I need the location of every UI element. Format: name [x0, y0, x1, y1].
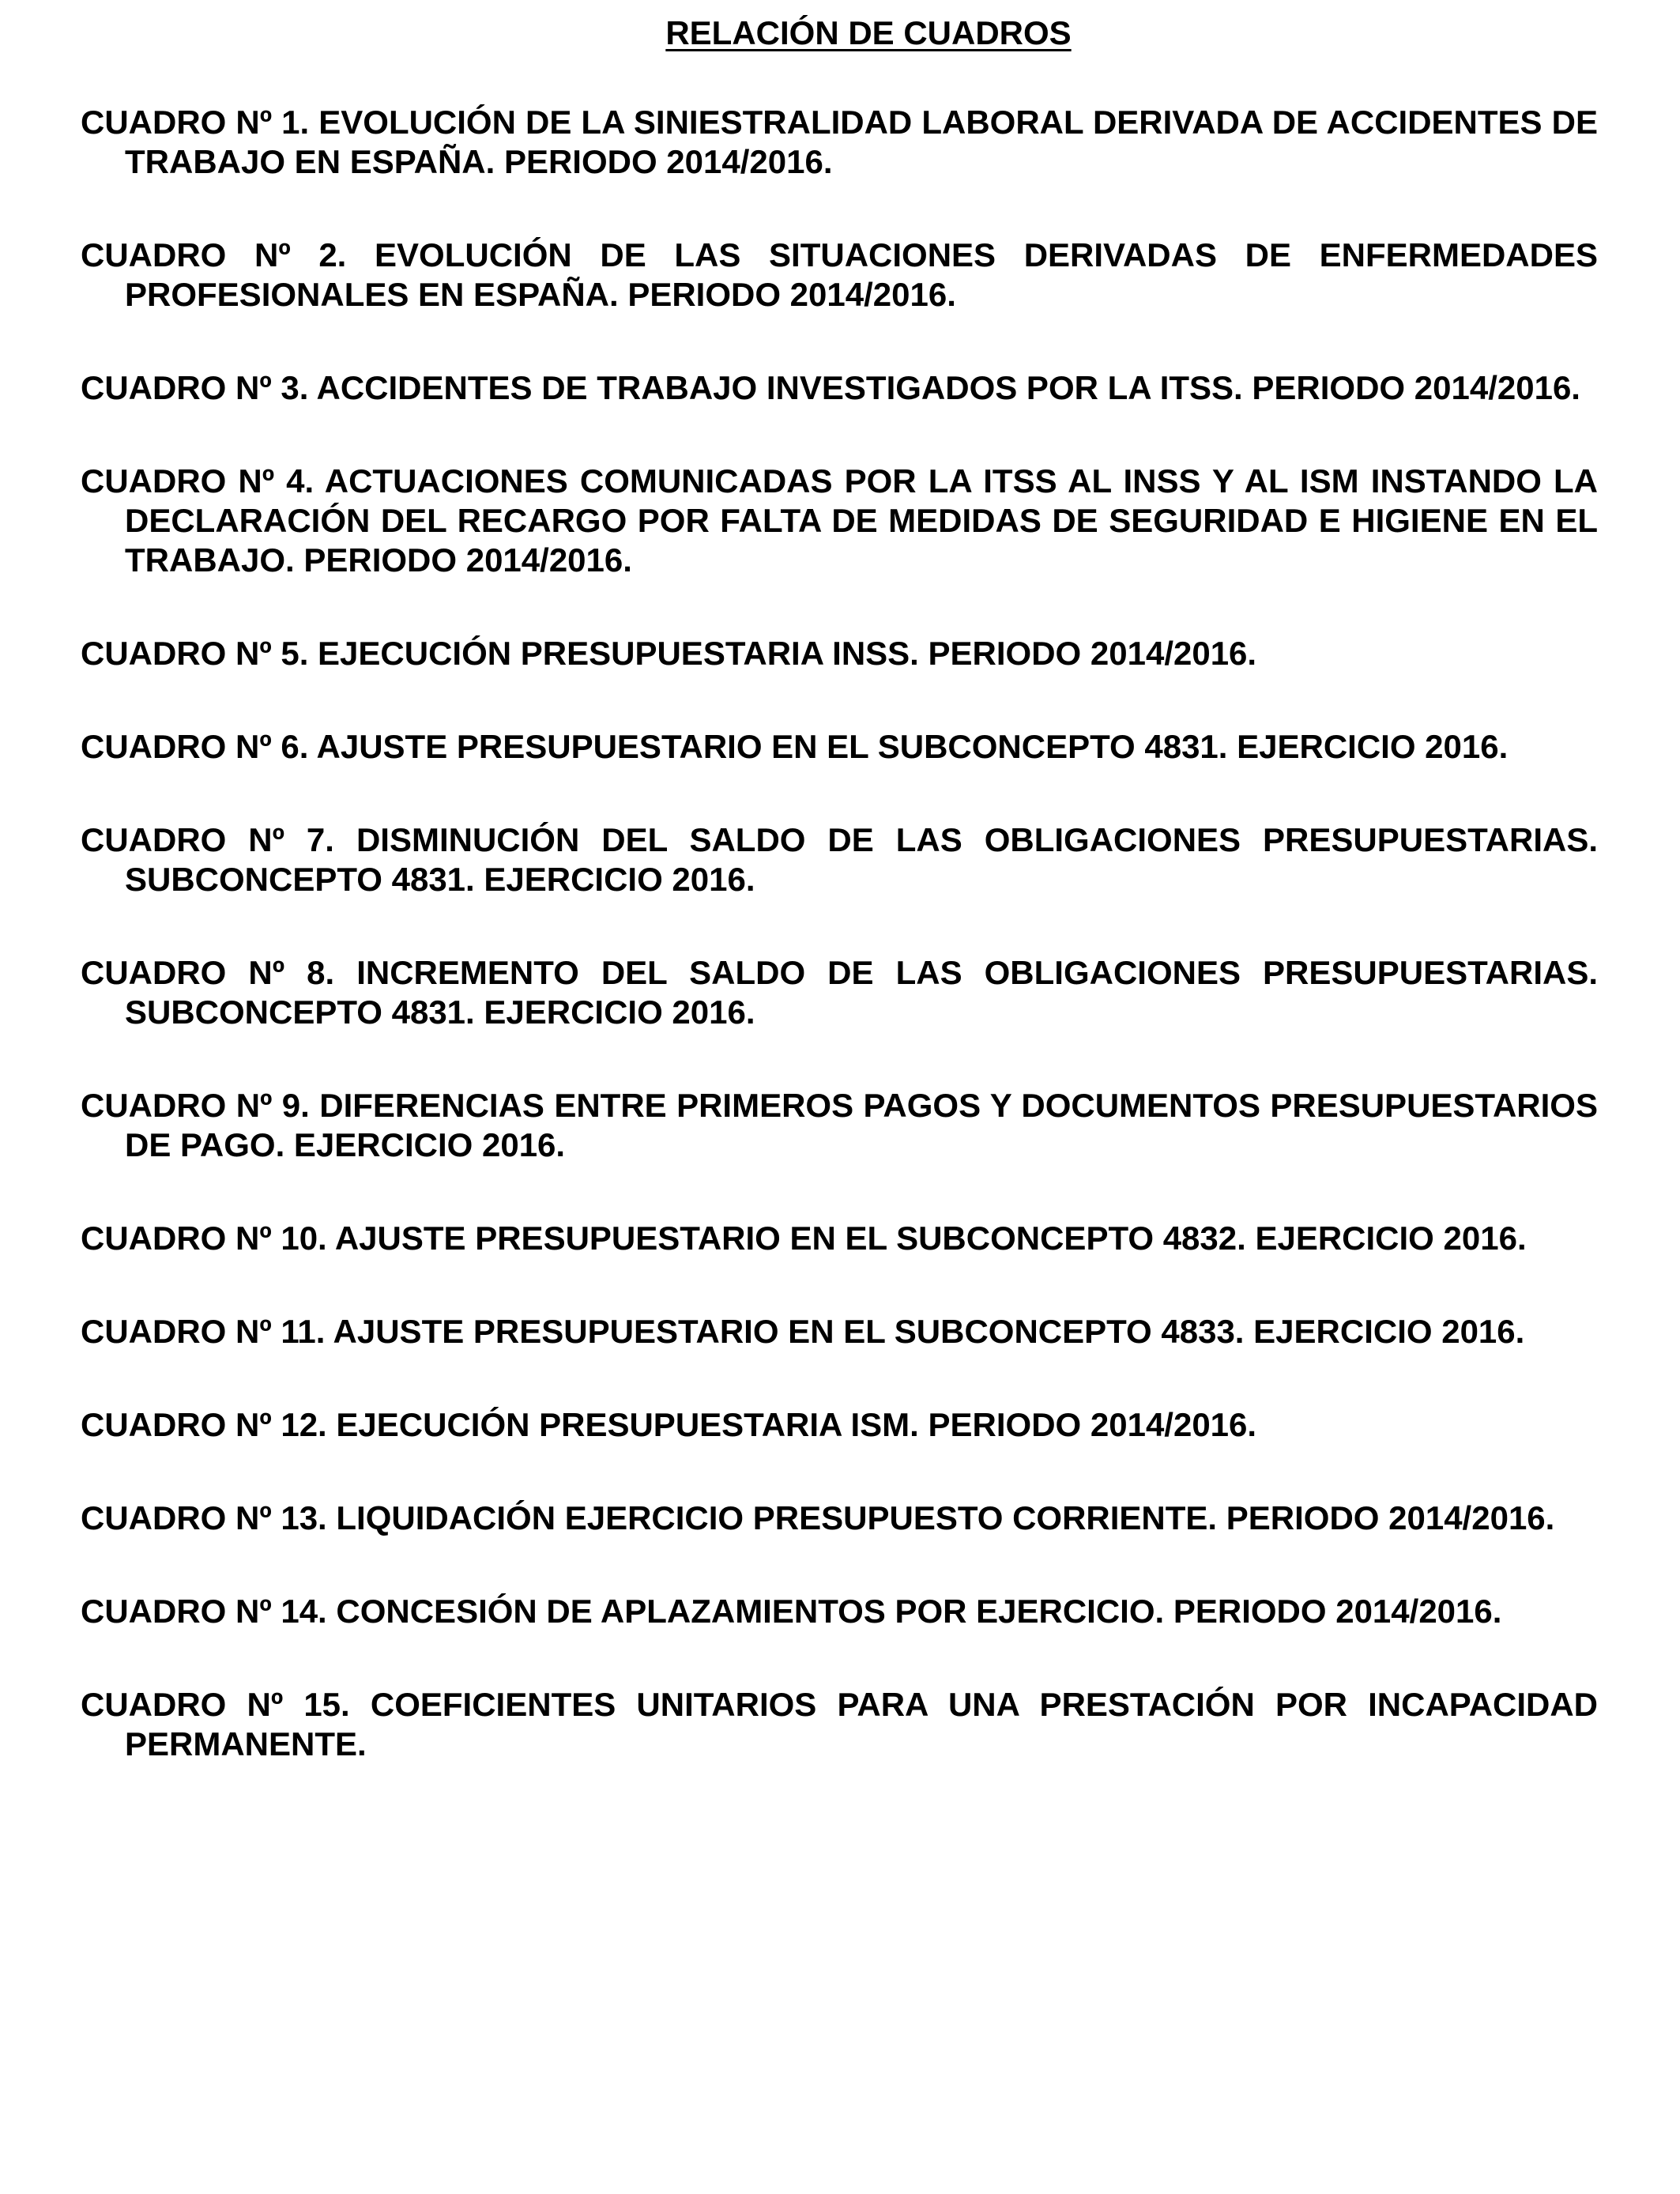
item-number: CUADRO Nº 15. — [81, 1686, 350, 1723]
item-text: EJECUCIÓN PRESUPUESTARIA INSS. PERIODO 2014/2016. — [318, 635, 1257, 672]
list-item-cuadro-8 — [81, 953, 1598, 1032]
list-item-cuadro-14 — [81, 1592, 1598, 1631]
page-title: RELACIÓN DE CUADROS — [665, 14, 1072, 51]
item-number: CUADRO Nº 11. — [81, 1313, 326, 1350]
list-item-cuadro-5 — [81, 634, 1598, 673]
item-number: CUADRO Nº 4. — [81, 462, 315, 499]
list-item-cuadro-11 — [81, 1312, 1598, 1351]
list-item-cuadro-13 — [81, 1498, 1598, 1538]
item-text: CONCESIÓN DE APLAZAMIENTOS POR EJERCICIO. PERIODO 2014/2016. — [336, 1593, 1502, 1630]
item-text: AJUSTE PRESUPUESTARIO EN EL SUBCONCEPTO 4831. EJERCICIO 2016. — [316, 728, 1509, 765]
item-number: CUADRO Nº 1. — [81, 104, 310, 141]
item-text: EVOLUCIÓN DE LA SINIESTRALIDAD LABORAL DERIVADA DE ACCIDENTES DE TRABAJO EN ESPAÑA. PERIODO 2014/2016. — [125, 104, 1598, 180]
item-number: CUADRO Nº 10. — [81, 1220, 327, 1257]
item-number: CUADRO Nº 5. — [81, 635, 309, 672]
list-item-cuadro-4 — [81, 462, 1598, 580]
item-number: CUADRO Nº 7. — [81, 821, 334, 858]
item-text: ACCIDENTES DE TRABAJO INVESTIGADOS POR LA ITSS. PERIODO 2014/2016. — [316, 369, 1580, 406]
list-item-cuadro-15 — [81, 1685, 1598, 1764]
item-number: CUADRO Nº 13. — [81, 1499, 327, 1536]
item-number: CUADRO Nº 12. — [81, 1406, 327, 1443]
item-text: AJUSTE PRESUPUESTARIO EN EL SUBCONCEPTO 4832. EJERCICIO 2016. — [334, 1220, 1527, 1257]
item-number: CUADRO Nº 14. — [81, 1593, 327, 1630]
item-text: LIQUIDACIÓN EJERCICIO PRESUPUESTO CORRIENTE. PERIODO 2014/2016. — [336, 1499, 1555, 1536]
list-item-cuadro-1 — [81, 103, 1598, 182]
list-item-cuadro-10 — [81, 1219, 1598, 1258]
item-text: EVOLUCIÓN DE LAS SITUACIONES DERIVADAS DE ENFERMEDADES PROFESIONALES EN ESPAÑA. PERIODO 2014/2016. — [125, 236, 1598, 313]
list-item-cuadro-7 — [81, 820, 1598, 899]
list-item-cuadro-6 — [81, 727, 1598, 767]
item-text: DIFERENCIAS ENTRE PRIMEROS PAGOS Y DOCUMENTOS PRESUPUESTARIOS DE PAGO. EJERCICIO 2016. — [125, 1087, 1598, 1163]
item-number: CUADRO Nº 9. — [81, 1087, 310, 1124]
item-number: CUADRO Nº 6. — [81, 728, 309, 765]
item-number: CUADRO Nº 3. — [81, 369, 309, 406]
list-item-cuadro-2 — [81, 236, 1598, 315]
item-number: CUADRO Nº 8. — [81, 954, 335, 991]
list-item-cuadro-3 — [81, 368, 1598, 408]
list-item-cuadro-12 — [81, 1405, 1598, 1445]
table-list — [81, 103, 1598, 1818]
list-item-cuadro-9 — [81, 1086, 1598, 1165]
item-text: ACTUACIONES COMUNICADAS POR LA ITSS AL INSS Y AL ISM INSTANDO LA DECLARACIÓN DEL RECARGO POR FALTA DE MEDIDAS DE SEGURIDAD E HIGIENE EN EL TRABAJO. PERIODO 2014/2016. — [125, 462, 1598, 579]
item-text: COEFICIENTES UNITARIOS PARA UNA PRESTACIÓN POR INCAPACIDAD PERMANENTE. — [125, 1686, 1599, 1762]
item-text: EJECUCIÓN PRESUPUESTARIA ISM. PERIODO 2014/2016. — [336, 1406, 1257, 1443]
item-text: AJUSTE PRESUPUESTARIO EN EL SUBCONCEPTO 4833. EJERCICIO 2016. — [333, 1313, 1525, 1350]
item-text: INCREMENTO DEL SALDO DE LAS OBLIGACIONES PRESUPUESTARIAS. SUBCONCEPTO 4831. EJERCICIO 2016. — [125, 954, 1598, 1031]
item-text: DISMINUCIÓN DEL SALDO DE LAS OBLIGACIONES PRESUPUESTARIAS. SUBCONCEPTO 4831. EJERCICIO 2016. — [125, 821, 1598, 898]
item-number: CUADRO Nº 2. — [81, 236, 347, 273]
